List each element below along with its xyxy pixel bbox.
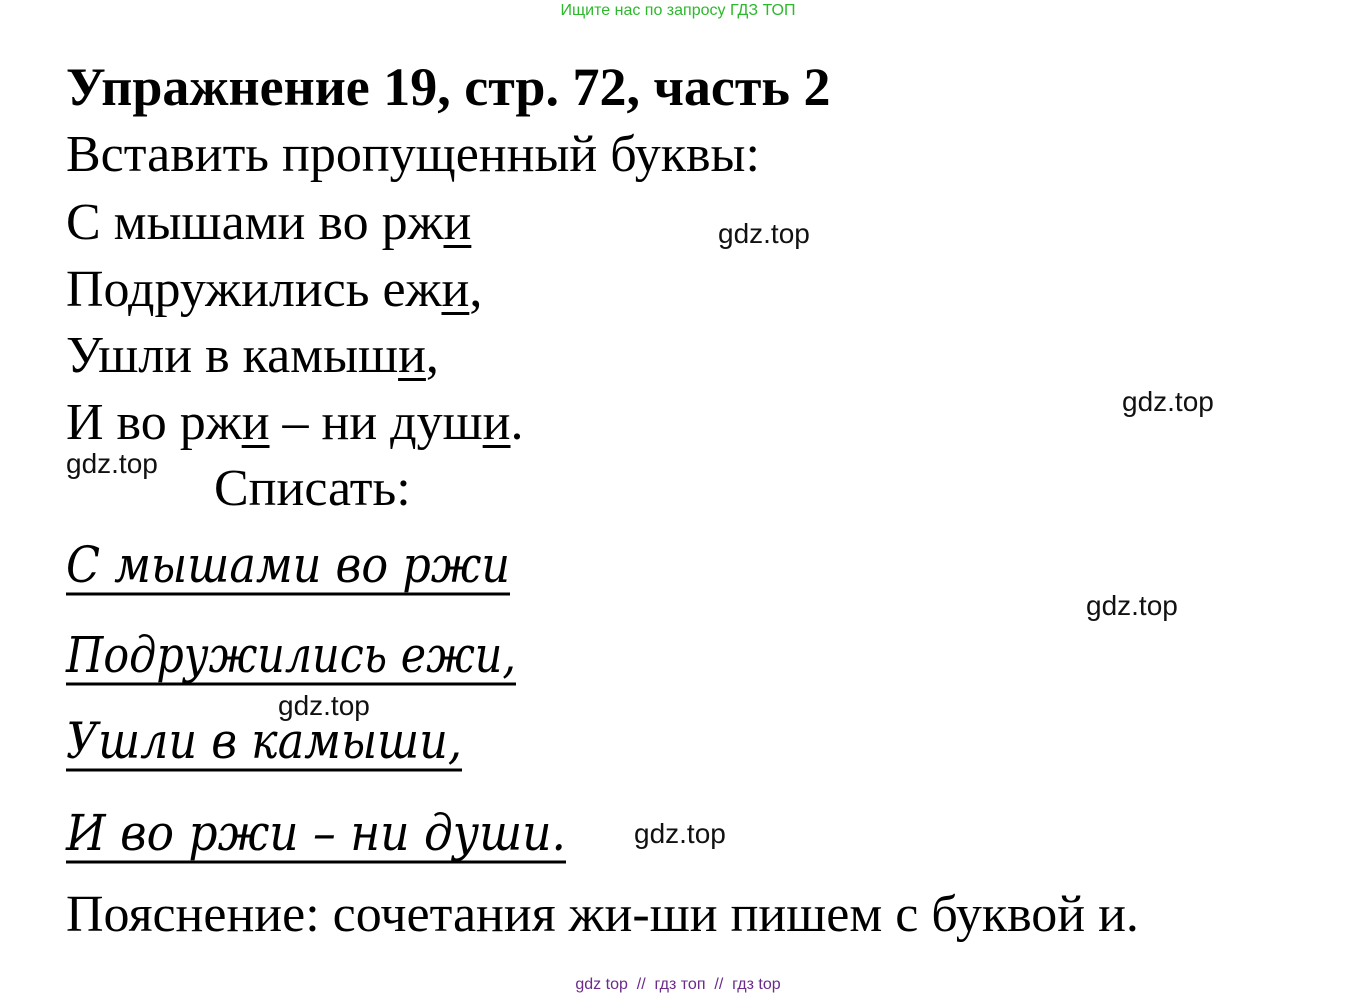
- poem-line-4-letter-2: и: [482, 394, 511, 451]
- handwriting-line-1: [66, 530, 526, 600]
- watermark: gdz.top: [634, 818, 726, 849]
- handwriting-text-2: Подружились ежи,: [65, 626, 516, 684]
- watermark: gdz.top: [1122, 386, 1214, 417]
- handwriting-text-1: С мышами во ржи: [66, 536, 510, 594]
- watermark: gdz.top: [1086, 590, 1178, 621]
- watermark: gdz.top: [278, 690, 370, 721]
- poem-line-2-text: Подружились еж: [66, 261, 442, 318]
- poem-line-2-letter: и: [441, 261, 470, 318]
- explanation: Пояснение: сочетания жи-ши пишем с буквой и.: [66, 886, 1139, 943]
- poem-line-4-letter: и: [241, 394, 270, 451]
- poem-line-4-mid: – ни душ: [269, 394, 483, 451]
- handwriting-text-3: Ушли в камыши,: [66, 712, 462, 770]
- poem-line-4: [66, 392, 524, 454]
- poem-line-3: [66, 325, 439, 387]
- footer-links[interactable]: gdz top // гдз топ // гдз top: [575, 976, 781, 993]
- handwriting-line-4: [66, 798, 586, 868]
- copy-label: Списать:: [214, 460, 411, 517]
- handwriting-text-4: И во ржи – ни души.: [65, 804, 566, 862]
- poem-line-1: [66, 192, 471, 254]
- poem-line-2: [66, 259, 482, 321]
- poem-line-1-letter: и: [443, 194, 472, 251]
- poem-line-4-end: .: [510, 394, 524, 451]
- poem-line-2-end: ,: [469, 261, 483, 318]
- page-title: Упражнение 19, стр. 72, часть 2: [66, 57, 831, 117]
- poem-line-3-text: Ушли в камыш: [66, 327, 399, 384]
- poem-line-3-letter: и: [398, 327, 426, 384]
- poem-line-4-text: И во рж: [66, 394, 242, 451]
- top-banner: Ищите нас по запросу ГДЗ ТОП: [560, 2, 796, 19]
- instruction: Вставить пропущенный буквы:: [66, 126, 760, 183]
- poem-line-3-end: ,: [425, 327, 439, 384]
- handwriting-line-2: [66, 620, 536, 690]
- poem-line-1-text: С мышами во рж: [66, 194, 444, 251]
- watermark: gdz.top: [66, 448, 158, 479]
- watermark: gdz.top: [718, 218, 810, 249]
- handwriting-line-3: [66, 706, 476, 776]
